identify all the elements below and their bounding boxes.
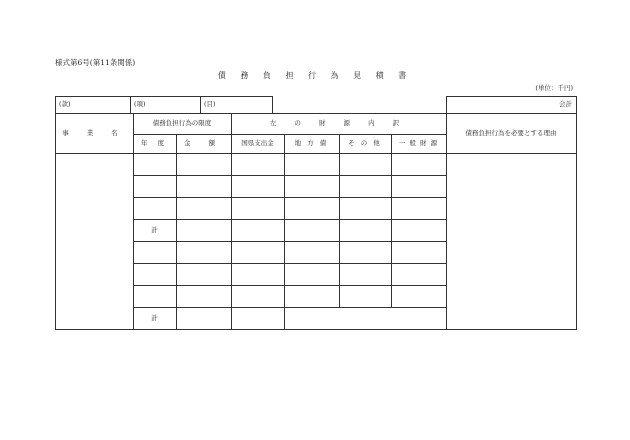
limit-group-header: 債務負担行為の限度: [152, 119, 212, 127]
amount-header: 金 額: [183, 139, 224, 147]
funding-group-header: 左 の 財 源 内 訳: [269, 119, 408, 127]
estimate-table: [55, 96, 576, 330]
project-name-header: 事 業 名: [62, 129, 126, 137]
moku-label: (目): [204, 100, 216, 108]
total-label: 計: [151, 314, 158, 322]
kan-label: (款): [59, 100, 71, 108]
subtotal-label: 計: [151, 226, 158, 234]
reason-header: 債務負担行為を必要とする理由: [465, 129, 557, 137]
form-number: 様式第6号(第11条関係): [55, 58, 136, 67]
local-bonds-header: 地 方 債: [294, 139, 329, 147]
national-funds-header: 国県支出金: [241, 139, 274, 147]
account-label: 会計: [559, 100, 572, 108]
document-title: 債 務 負 担 行 為 見 積 書: [217, 71, 413, 80]
unit-label: (単位：千円): [535, 84, 573, 92]
other-header: そ の 他: [348, 139, 382, 147]
general-funds-header: 一 般 財 源: [398, 139, 439, 147]
year-header: 年 度: [140, 139, 169, 147]
kou-label: (項): [134, 100, 146, 108]
